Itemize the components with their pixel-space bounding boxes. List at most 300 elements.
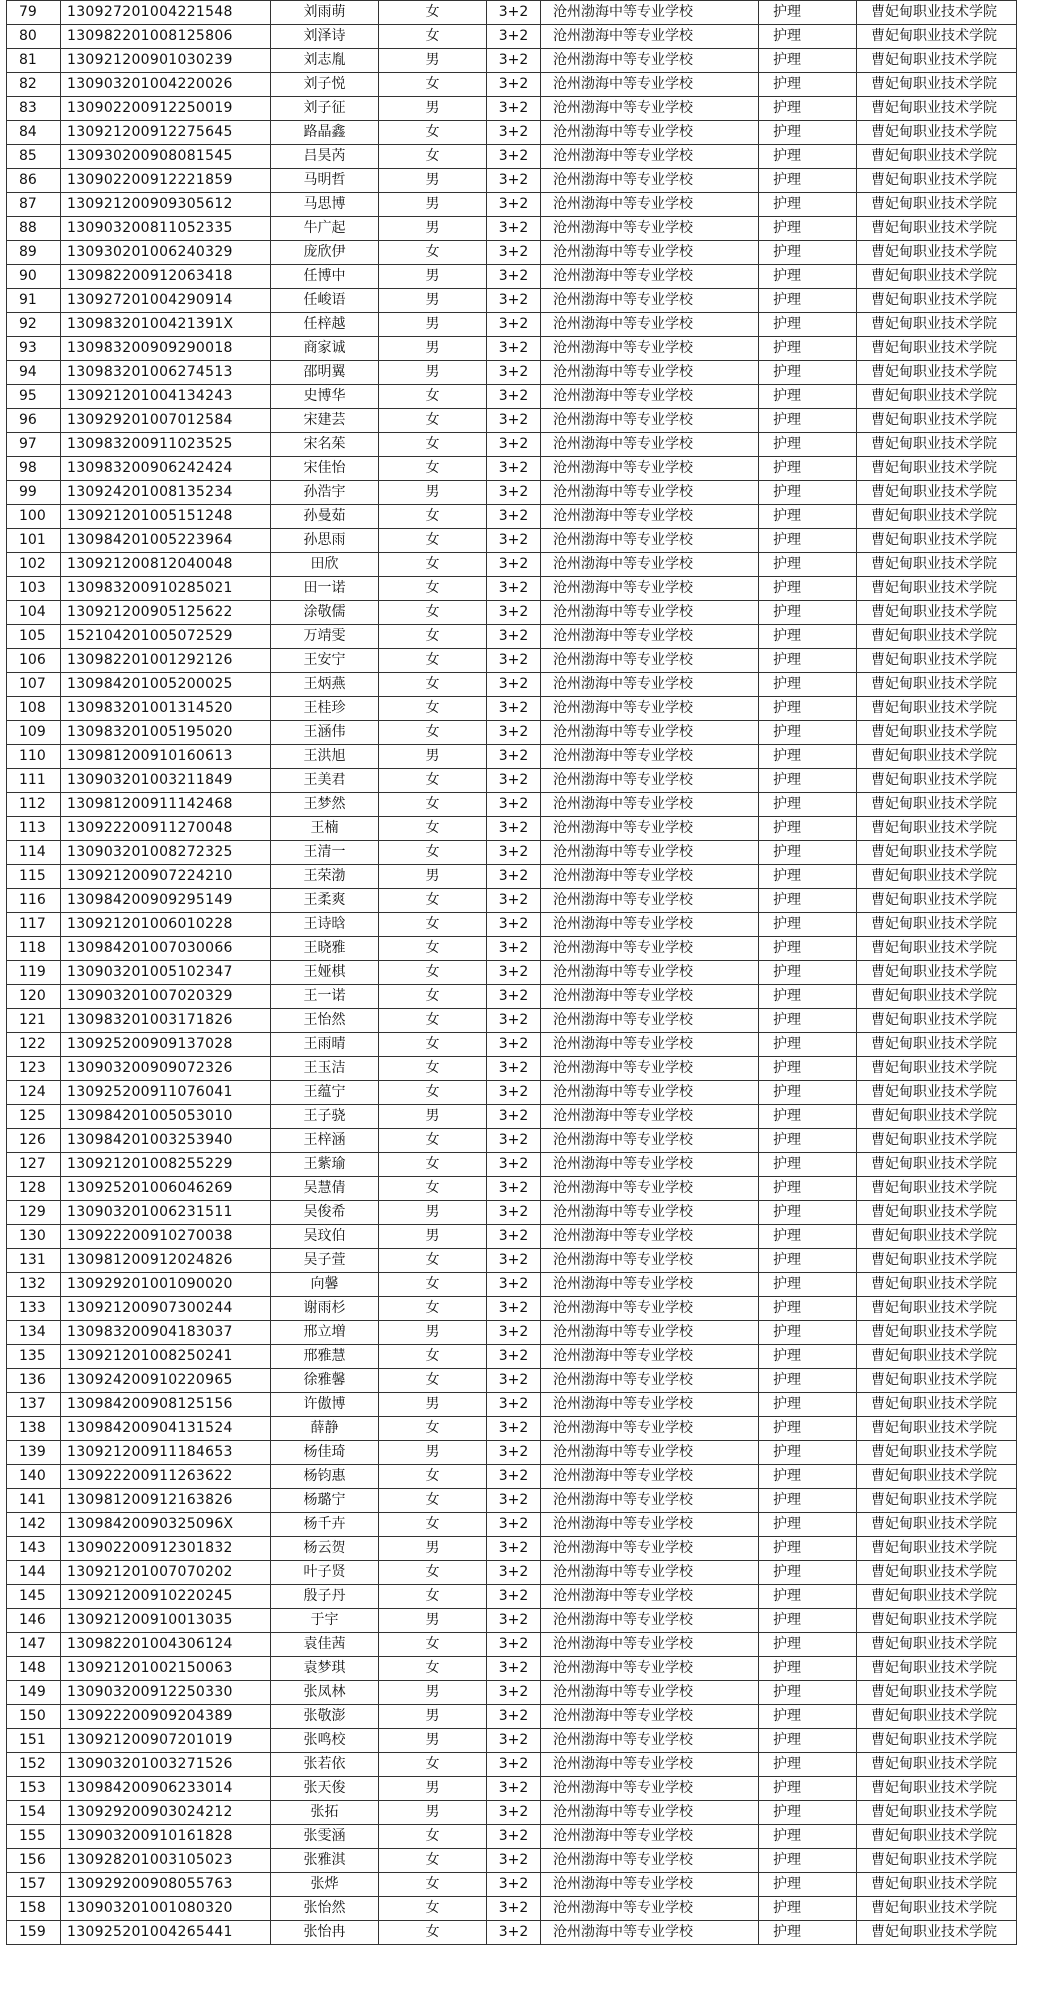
college-cell: 曹妃甸职业技术学院 (857, 1633, 1017, 1657)
table-row (7, 1321, 1017, 1345)
student-name-cell: 牛广起 (271, 217, 379, 241)
college-cell: 曹妃甸职业技术学院 (857, 1681, 1017, 1705)
gender-cell: 女 (379, 625, 487, 649)
school-cell: 沧州渤海中等专业学校 (541, 313, 759, 337)
college-cell: 曹妃甸职业技术学院 (857, 1873, 1017, 1897)
id-number-cell: 130924200910220965 (61, 1369, 271, 1393)
major-cell: 护理 (759, 841, 857, 865)
program-type-cell: 3+2 (487, 433, 541, 457)
student-name-cell: 王涵伟 (271, 721, 379, 745)
program-type-cell: 3+2 (487, 649, 541, 673)
major-cell: 护理 (759, 601, 857, 625)
row-number-cell: 99 (7, 481, 61, 505)
row-number-cell: 123 (7, 1057, 61, 1081)
student-name-cell: 宋建芸 (271, 409, 379, 433)
student-name-cell: 杨佳琦 (271, 1441, 379, 1465)
gender-cell: 女 (379, 25, 487, 49)
college-cell: 曹妃甸职业技术学院 (857, 1609, 1017, 1633)
major-cell: 护理 (759, 1873, 857, 1897)
program-type-cell: 3+2 (487, 193, 541, 217)
college-cell: 曹妃甸职业技术学院 (857, 1657, 1017, 1681)
student-name-cell: 张烨 (271, 1873, 379, 1897)
program-type-cell: 3+2 (487, 937, 541, 961)
student-name-cell: 王梓涵 (271, 1129, 379, 1153)
id-number-cell: 130925200911076041 (61, 1081, 271, 1105)
school-cell: 沧州渤海中等专业学校 (541, 25, 759, 49)
program-type-cell: 3+2 (487, 817, 541, 841)
program-type-cell: 3+2 (487, 1177, 541, 1201)
table-row (7, 1081, 1017, 1105)
program-type-cell: 3+2 (487, 1273, 541, 1297)
major-cell: 护理 (759, 649, 857, 673)
gender-cell: 女 (379, 1465, 487, 1489)
school-cell: 沧州渤海中等专业学校 (541, 1105, 759, 1129)
major-cell: 护理 (759, 1633, 857, 1657)
college-cell: 曹妃甸职业技术学院 (857, 1825, 1017, 1849)
college-cell: 曹妃甸职业技术学院 (857, 649, 1017, 673)
program-type-cell: 3+2 (487, 1105, 541, 1129)
program-type-cell: 3+2 (487, 1801, 541, 1825)
row-number-cell: 104 (7, 601, 61, 625)
id-number-cell: 130930201006240329 (61, 241, 271, 265)
major-cell: 护理 (759, 1777, 857, 1801)
college-cell: 曹妃甸职业技术学院 (857, 1273, 1017, 1297)
student-name-cell: 马明哲 (271, 169, 379, 193)
table-row (7, 721, 1017, 745)
student-name-cell: 王梦然 (271, 793, 379, 817)
table-row (7, 769, 1017, 793)
table-row (7, 1849, 1017, 1873)
program-type-cell: 3+2 (487, 1537, 541, 1561)
row-number-cell: 120 (7, 985, 61, 1009)
student-name-cell: 徐雅馨 (271, 1369, 379, 1393)
gender-cell: 女 (379, 697, 487, 721)
school-cell: 沧州渤海中等专业学校 (541, 1897, 759, 1921)
college-cell: 曹妃甸职业技术学院 (857, 313, 1017, 337)
row-number-cell: 133 (7, 1297, 61, 1321)
gender-cell: 女 (379, 433, 487, 457)
college-cell: 曹妃甸职业技术学院 (857, 1369, 1017, 1393)
college-cell: 曹妃甸职业技术学院 (857, 265, 1017, 289)
row-number-cell: 148 (7, 1657, 61, 1681)
row-number-cell: 134 (7, 1321, 61, 1345)
college-cell: 曹妃甸职业技术学院 (857, 673, 1017, 697)
program-type-cell: 3+2 (487, 697, 541, 721)
school-cell: 沧州渤海中等专业学校 (541, 433, 759, 457)
row-number-cell: 87 (7, 193, 61, 217)
school-cell: 沧州渤海中等专业学校 (541, 1609, 759, 1633)
school-cell: 沧州渤海中等专业学校 (541, 1489, 759, 1513)
gender-cell: 男 (379, 1225, 487, 1249)
id-number-cell: 130921200907224210 (61, 865, 271, 889)
gender-cell: 女 (379, 1033, 487, 1057)
major-cell: 护理 (759, 1369, 857, 1393)
id-number-cell: 130903200912250330 (61, 1681, 271, 1705)
id-number-cell: 130902200912301832 (61, 1537, 271, 1561)
table-row (7, 337, 1017, 361)
major-cell: 护理 (759, 673, 857, 697)
row-number-cell: 154 (7, 1801, 61, 1825)
college-cell: 曹妃甸职业技术学院 (857, 1201, 1017, 1225)
id-number-cell: 130983201006274513 (61, 361, 271, 385)
college-cell: 曹妃甸职业技术学院 (857, 937, 1017, 961)
id-number-cell: 130981200912163826 (61, 1489, 271, 1513)
id-number-cell: 130921201004134243 (61, 385, 271, 409)
id-number-cell: 130921200911184653 (61, 1441, 271, 1465)
id-number-cell: 130921200901030239 (61, 49, 271, 73)
student-name-cell: 马思博 (271, 193, 379, 217)
student-name-cell: 张怡冉 (271, 1921, 379, 1945)
table-row (7, 1777, 1017, 1801)
id-number-cell: 130903201004220026 (61, 73, 271, 97)
id-number-cell: 130927201004221548 (61, 1, 271, 25)
id-number-cell: 130903201005102347 (61, 961, 271, 985)
row-number-cell: 158 (7, 1897, 61, 1921)
gender-cell: 女 (379, 73, 487, 97)
table-row (7, 289, 1017, 313)
row-number-cell: 136 (7, 1369, 61, 1393)
student-name-cell: 王荣渤 (271, 865, 379, 889)
id-number-cell: 130925200909137028 (61, 1033, 271, 1057)
gender-cell: 男 (379, 481, 487, 505)
student-name-cell: 任峻语 (271, 289, 379, 313)
row-number-cell: 80 (7, 25, 61, 49)
program-type-cell: 3+2 (487, 721, 541, 745)
program-type-cell: 3+2 (487, 289, 541, 313)
row-number-cell: 93 (7, 337, 61, 361)
gender-cell: 女 (379, 145, 487, 169)
table-row (7, 1633, 1017, 1657)
row-number-cell: 97 (7, 433, 61, 457)
row-number-cell: 147 (7, 1633, 61, 1657)
gender-cell: 女 (379, 1009, 487, 1033)
program-type-cell: 3+2 (487, 217, 541, 241)
row-number-cell: 146 (7, 1609, 61, 1633)
program-type-cell: 3+2 (487, 1681, 541, 1705)
program-type-cell: 3+2 (487, 1153, 541, 1177)
table-row (7, 1705, 1017, 1729)
gender-cell: 女 (379, 529, 487, 553)
table-row (7, 409, 1017, 433)
row-number-cell: 126 (7, 1129, 61, 1153)
student-name-cell: 万靖雯 (271, 625, 379, 649)
student-name-cell: 王娅棋 (271, 961, 379, 985)
row-number-cell: 88 (7, 217, 61, 241)
gender-cell: 女 (379, 889, 487, 913)
row-number-cell: 139 (7, 1441, 61, 1465)
table-row (7, 577, 1017, 601)
student-name-cell: 袁梦琪 (271, 1657, 379, 1681)
major-cell: 护理 (759, 913, 857, 937)
id-number-cell: 130983201003171826 (61, 1009, 271, 1033)
student-name-cell: 王楠 (271, 817, 379, 841)
program-type-cell: 3+2 (487, 1393, 541, 1417)
school-cell: 沧州渤海中等专业学校 (541, 361, 759, 385)
major-cell: 护理 (759, 73, 857, 97)
college-cell: 曹妃甸职业技术学院 (857, 1921, 1017, 1945)
college-cell: 曹妃甸职业技术学院 (857, 481, 1017, 505)
school-cell: 沧州渤海中等专业学校 (541, 1369, 759, 1393)
gender-cell: 男 (379, 865, 487, 889)
row-number-cell: 85 (7, 145, 61, 169)
program-type-cell: 3+2 (487, 1345, 541, 1369)
student-name-cell: 任梓越 (271, 313, 379, 337)
student-name-cell: 宋名茱 (271, 433, 379, 457)
major-cell: 护理 (759, 1465, 857, 1489)
college-cell: 曹妃甸职业技术学院 (857, 1801, 1017, 1825)
college-cell: 曹妃甸职业技术学院 (857, 121, 1017, 145)
id-number-cell: 130921201005151248 (61, 505, 271, 529)
college-cell: 曹妃甸职业技术学院 (857, 961, 1017, 985)
gender-cell: 男 (379, 1441, 487, 1465)
id-number-cell: 130981200910160613 (61, 745, 271, 769)
table-row (7, 1, 1017, 25)
id-number-cell: 130982201001292126 (61, 649, 271, 673)
program-type-cell: 3+2 (487, 97, 541, 121)
student-name-cell: 刘泽诗 (271, 25, 379, 49)
row-number-cell: 119 (7, 961, 61, 985)
school-cell: 沧州渤海中等专业学校 (541, 553, 759, 577)
id-number-cell: 130930200908081545 (61, 145, 271, 169)
college-cell: 曹妃甸职业技术学院 (857, 1585, 1017, 1609)
table-row (7, 1873, 1017, 1897)
program-type-cell: 3+2 (487, 1825, 541, 1849)
program-type-cell: 3+2 (487, 1513, 541, 1537)
table-row (7, 937, 1017, 961)
program-type-cell: 3+2 (487, 673, 541, 697)
id-number-cell: 130902200912221859 (61, 169, 271, 193)
college-cell: 曹妃甸职业技术学院 (857, 1537, 1017, 1561)
major-cell: 护理 (759, 121, 857, 145)
gender-cell: 男 (379, 265, 487, 289)
gender-cell: 女 (379, 553, 487, 577)
major-cell: 护理 (759, 1801, 857, 1825)
row-number-cell: 140 (7, 1465, 61, 1489)
major-cell: 护理 (759, 505, 857, 529)
program-type-cell: 3+2 (487, 1081, 541, 1105)
table-row (7, 1489, 1017, 1513)
id-number-cell: 130983200911023525 (61, 433, 271, 457)
gender-cell: 女 (379, 985, 487, 1009)
row-number-cell: 159 (7, 1921, 61, 1945)
program-type-cell: 3+2 (487, 1009, 541, 1033)
school-cell: 沧州渤海中等专业学校 (541, 1633, 759, 1657)
college-cell: 曹妃甸职业技术学院 (857, 49, 1017, 73)
college-cell: 曹妃甸职业技术学院 (857, 1729, 1017, 1753)
student-name-cell: 庞欣伊 (271, 241, 379, 265)
student-name-cell: 邵明翼 (271, 361, 379, 385)
row-number-cell: 111 (7, 769, 61, 793)
program-type-cell: 3+2 (487, 601, 541, 625)
major-cell: 护理 (759, 1609, 857, 1633)
college-cell: 曹妃甸职业技术学院 (857, 1033, 1017, 1057)
student-name-cell: 王清一 (271, 841, 379, 865)
row-number-cell: 142 (7, 1513, 61, 1537)
id-number-cell: 130984201005223964 (61, 529, 271, 553)
major-cell: 护理 (759, 793, 857, 817)
id-number-cell: 130982201004306124 (61, 1633, 271, 1657)
major-cell: 护理 (759, 1273, 857, 1297)
program-type-cell: 3+2 (487, 1465, 541, 1489)
student-name-cell: 许傲博 (271, 1393, 379, 1417)
row-number-cell: 116 (7, 889, 61, 913)
table-row (7, 49, 1017, 73)
gender-cell: 女 (379, 1177, 487, 1201)
major-cell: 护理 (759, 481, 857, 505)
gender-cell: 女 (379, 1561, 487, 1585)
college-cell: 曹妃甸职业技术学院 (857, 1129, 1017, 1153)
gender-cell: 女 (379, 1369, 487, 1393)
id-number-cell: 130921201007070202 (61, 1561, 271, 1585)
program-type-cell: 3+2 (487, 1321, 541, 1345)
program-type-cell: 3+2 (487, 577, 541, 601)
major-cell: 护理 (759, 1825, 857, 1849)
college-cell: 曹妃甸职业技术学院 (857, 769, 1017, 793)
college-cell: 曹妃甸职业技术学院 (857, 1249, 1017, 1273)
row-number-cell: 138 (7, 1417, 61, 1441)
gender-cell: 女 (379, 961, 487, 985)
id-number-cell: 130921200905125622 (61, 601, 271, 625)
college-cell: 曹妃甸职业技术学院 (857, 697, 1017, 721)
gender-cell: 男 (379, 313, 487, 337)
gender-cell: 男 (379, 1705, 487, 1729)
table-row (7, 1129, 1017, 1153)
college-cell: 曹妃甸职业技术学院 (857, 1177, 1017, 1201)
student-name-cell: 杨璐宁 (271, 1489, 379, 1513)
school-cell: 沧州渤海中等专业学校 (541, 1393, 759, 1417)
gender-cell: 男 (379, 1729, 487, 1753)
program-type-cell: 3+2 (487, 457, 541, 481)
gender-cell: 女 (379, 937, 487, 961)
major-cell: 护理 (759, 1681, 857, 1705)
table-row (7, 1681, 1017, 1705)
major-cell: 护理 (759, 1249, 857, 1273)
school-cell: 沧州渤海中等专业学校 (541, 337, 759, 361)
student-name-cell: 孙浩宇 (271, 481, 379, 505)
row-number-cell: 130 (7, 1225, 61, 1249)
college-cell: 曹妃甸职业技术学院 (857, 1417, 1017, 1441)
row-number-cell: 112 (7, 793, 61, 817)
school-cell: 沧州渤海中等专业学校 (541, 193, 759, 217)
student-name-cell: 王晓雅 (271, 937, 379, 961)
college-cell: 曹妃甸职业技术学院 (857, 1345, 1017, 1369)
table-row (7, 985, 1017, 1009)
table-row (7, 1417, 1017, 1441)
program-type-cell: 3+2 (487, 1, 541, 25)
college-cell: 曹妃甸职业技术学院 (857, 505, 1017, 529)
college-cell: 曹妃甸职业技术学院 (857, 289, 1017, 313)
school-cell: 沧州渤海中等专业学校 (541, 409, 759, 433)
gender-cell: 男 (379, 1393, 487, 1417)
program-type-cell: 3+2 (487, 1753, 541, 1777)
major-cell: 护理 (759, 385, 857, 409)
row-number-cell: 109 (7, 721, 61, 745)
row-number-cell: 103 (7, 577, 61, 601)
id-number-cell: 130982201008125806 (61, 25, 271, 49)
school-cell: 沧州渤海中等专业学校 (541, 1417, 759, 1441)
table-row (7, 961, 1017, 985)
school-cell: 沧州渤海中等专业学校 (541, 1777, 759, 1801)
college-cell: 曹妃甸职业技术学院 (857, 1849, 1017, 1873)
school-cell: 沧州渤海中等专业学校 (541, 457, 759, 481)
major-cell: 护理 (759, 1729, 857, 1753)
major-cell: 护理 (759, 1489, 857, 1513)
program-type-cell: 3+2 (487, 49, 541, 73)
id-number-cell: 130924201008135234 (61, 481, 271, 505)
program-type-cell: 3+2 (487, 1369, 541, 1393)
id-number-cell: 130984200906233014 (61, 1777, 271, 1801)
school-cell: 沧州渤海中等专业学校 (541, 241, 759, 265)
table-row (7, 1537, 1017, 1561)
student-name-cell: 张雯涵 (271, 1825, 379, 1849)
school-cell: 沧州渤海中等专业学校 (541, 505, 759, 529)
id-number-cell: 130903201008272325 (61, 841, 271, 865)
row-number-cell: 153 (7, 1777, 61, 1801)
major-cell: 护理 (759, 265, 857, 289)
major-cell: 护理 (759, 1201, 857, 1225)
id-number-cell: 130903201003271526 (61, 1753, 271, 1777)
school-cell: 沧州渤海中等专业学校 (541, 1561, 759, 1585)
student-name-cell: 王美君 (271, 769, 379, 793)
row-number-cell: 86 (7, 169, 61, 193)
table-row (7, 169, 1017, 193)
id-number-cell: 130921200910013035 (61, 1609, 271, 1633)
school-cell: 沧州渤海中等专业学校 (541, 1201, 759, 1225)
college-cell: 曹妃甸职业技术学院 (857, 337, 1017, 361)
major-cell: 护理 (759, 1897, 857, 1921)
program-type-cell: 3+2 (487, 1897, 541, 1921)
gender-cell: 男 (379, 1681, 487, 1705)
school-cell: 沧州渤海中等专业学校 (541, 745, 759, 769)
college-cell: 曹妃甸职业技术学院 (857, 721, 1017, 745)
program-type-cell: 3+2 (487, 1633, 541, 1657)
row-number-cell: 118 (7, 937, 61, 961)
college-cell: 曹妃甸职业技术学院 (857, 601, 1017, 625)
student-name-cell: 袁佳茜 (271, 1633, 379, 1657)
school-cell: 沧州渤海中等专业学校 (541, 673, 759, 697)
row-number-cell: 82 (7, 73, 61, 97)
college-cell: 曹妃甸职业技术学院 (857, 841, 1017, 865)
major-cell: 护理 (759, 865, 857, 889)
gender-cell: 女 (379, 649, 487, 673)
program-type-cell: 3+2 (487, 1657, 541, 1681)
gender-cell: 女 (379, 1273, 487, 1297)
college-cell: 曹妃甸职业技术学院 (857, 193, 1017, 217)
major-cell: 护理 (759, 1081, 857, 1105)
school-cell: 沧州渤海中等专业学校 (541, 1129, 759, 1153)
table-row (7, 1441, 1017, 1465)
program-type-cell: 3+2 (487, 145, 541, 169)
major-cell: 护理 (759, 457, 857, 481)
table-row (7, 529, 1017, 553)
id-number-cell: 130984201005200025 (61, 673, 271, 697)
gender-cell: 女 (379, 1, 487, 25)
table-row (7, 841, 1017, 865)
student-name-cell: 王玉洁 (271, 1057, 379, 1081)
program-type-cell: 3+2 (487, 865, 541, 889)
table-row (7, 1153, 1017, 1177)
id-number-cell: 130921200812040048 (61, 553, 271, 577)
table-row (7, 1513, 1017, 1537)
table-row (7, 913, 1017, 937)
college-cell: 曹妃甸职业技术学院 (857, 1081, 1017, 1105)
major-cell: 护理 (759, 1705, 857, 1729)
gender-cell: 女 (379, 1585, 487, 1609)
gender-cell: 男 (379, 1321, 487, 1345)
gender-cell: 女 (379, 793, 487, 817)
school-cell: 沧州渤海中等专业学校 (541, 265, 759, 289)
college-cell: 曹妃甸职业技术学院 (857, 1057, 1017, 1081)
